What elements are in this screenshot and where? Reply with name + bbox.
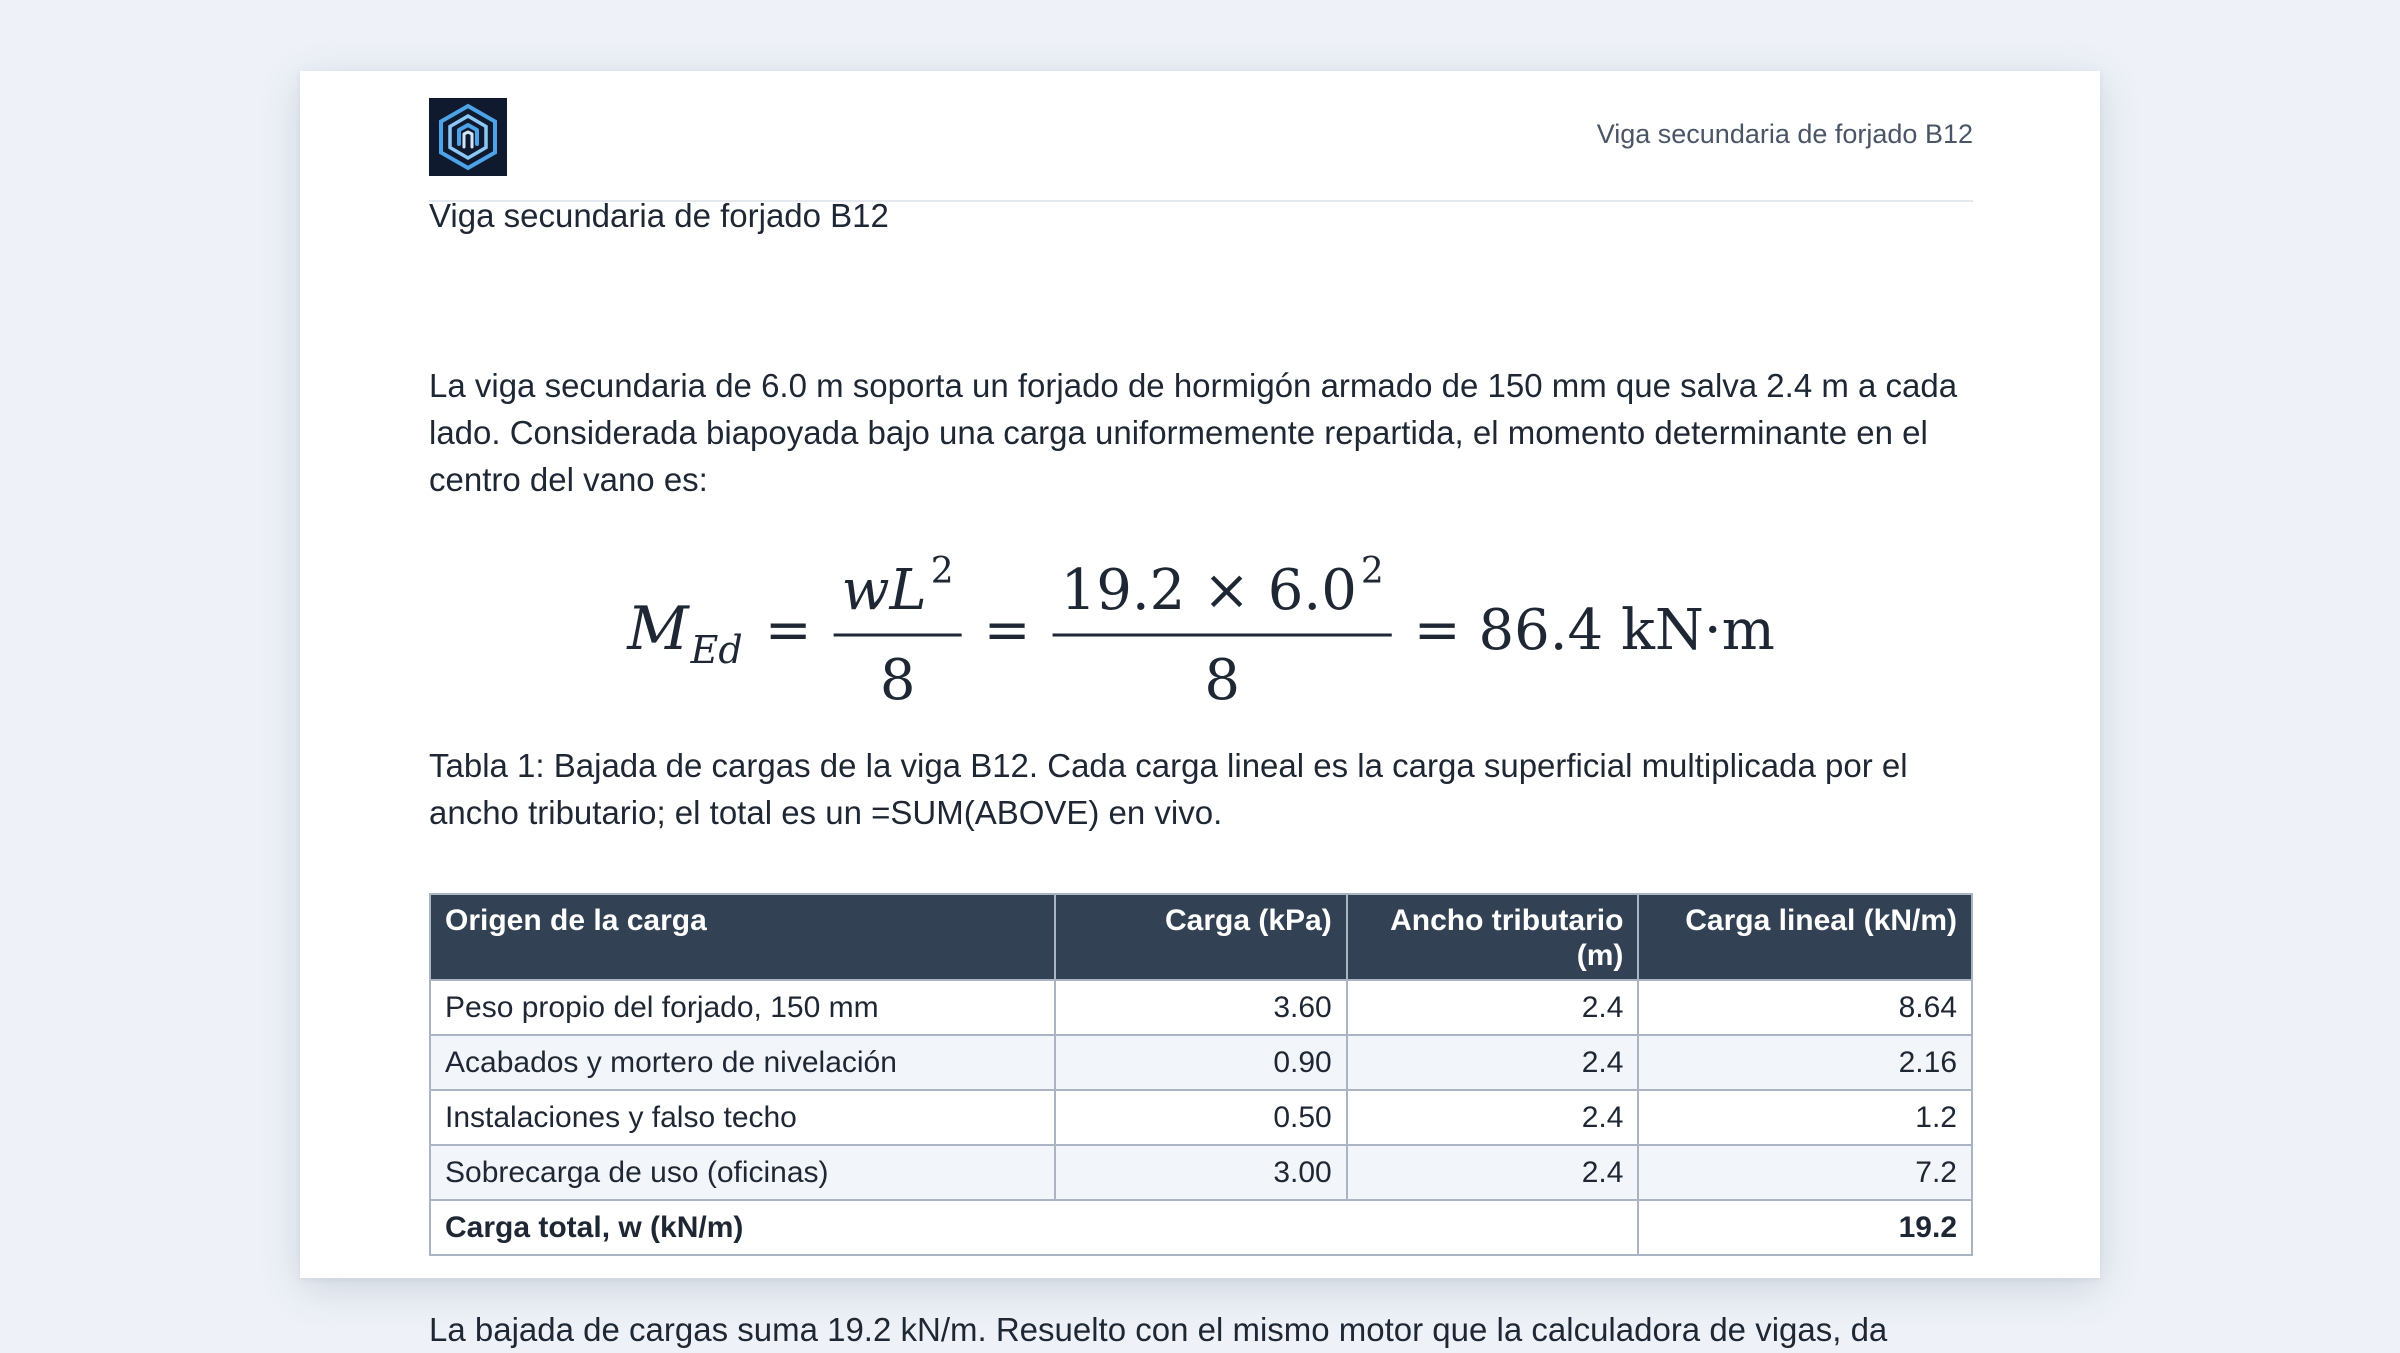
eq-frac1-denominator: 8 <box>879 648 916 713</box>
closing-paragraph: La bajada de cargas suma 19.2 kN/m. Resuelto con el mismo motor que la calculadora de vigas, da <box>429 1311 1888 1348</box>
table-row <box>430 1090 1972 1145</box>
document-page <box>300 71 2100 1348</box>
cell-carga-lineal: 2.16 <box>1638 1035 1972 1090</box>
eq-frac2-denominator: 8 <box>1204 648 1240 713</box>
cell-origen: Instalaciones y falso techo <box>430 1090 1055 1145</box>
cell-carga-lineal: 1.2 <box>1638 1090 1972 1145</box>
eq-equals-1: = <box>764 598 812 663</box>
cell-carga-kpa: 0.90 <box>1055 1035 1347 1090</box>
cell-carga-lineal: 8.64 <box>1638 980 1972 1035</box>
header-carga-lineal: Carga lineal (kN/m) <box>1638 894 1972 980</box>
eq-frac1-numerator: wL <box>841 558 927 623</box>
cell-origen: Peso propio del forjado, 150 mm <box>430 980 1055 1035</box>
table-row <box>430 1035 1972 1090</box>
cell-ancho: 2.4 <box>1347 1090 1639 1145</box>
cell-origen: Acabados y mortero de nivelación <box>430 1035 1055 1090</box>
cell-carga-kpa: 3.00 <box>1055 1145 1347 1200</box>
eq-equals-2: = <box>983 598 1031 663</box>
header-ancho-tributario: Ancho tributario (m) <box>1347 894 1639 980</box>
eq-lhs-subscript: Ed <box>690 628 743 672</box>
cell-carga-kpa: 3.60 <box>1055 980 1347 1035</box>
table-caption: Tabla 1: Bajada de cargas de la viga B12. Cada carga lineal es la carga superficial multiplicada por el ancho tributario; el total es un =SUM(ABOVE) en vivo. <box>429 747 1908 831</box>
cell-carga-kpa: 0.50 <box>1055 1090 1347 1145</box>
total-label: Carga total, w (kN/m) <box>430 1200 1638 1255</box>
eq-frac1-exponent: 2 <box>930 551 954 592</box>
eq-frac2-numerator: 19.2 × 6.0 <box>1060 558 1357 623</box>
eq-result: = 86.4 kN·m <box>1413 598 1775 663</box>
cell-ancho: 2.4 <box>1347 980 1639 1035</box>
table-header-row <box>430 894 1972 980</box>
table-row <box>430 1145 1972 1200</box>
page-header <box>429 71 1973 202</box>
document-title: Viga secundaria de forjado B12 <box>429 197 889 234</box>
cell-ancho: 2.4 <box>1347 1145 1639 1200</box>
table-row <box>430 980 1972 1035</box>
load-table <box>429 893 1973 1256</box>
header-carga-kpa: Carga (kPa) <box>1055 894 1347 980</box>
moment-equation <box>429 549 1973 713</box>
hexagon-logo-icon <box>429 98 507 176</box>
cell-carga-lineal: 7.2 <box>1638 1145 1972 1200</box>
intro-paragraph: La viga secundaria de 6.0 m soporta un forjado de hormigón armado de 150 mm que salva 2.4 m a cada lado. Considerada biapoyada bajo una carga uniformemente repartida, el momento determinante en el centro del vano es: <box>429 367 1958 498</box>
eq-frac2-exponent: 2 <box>1360 551 1384 592</box>
running-header-title: Viga secundaria de forjado B12 <box>1596 119 1973 149</box>
header-origen: Origen de la carga <box>430 894 1055 980</box>
table-total-row <box>430 1200 1972 1255</box>
cell-origen: Sobrecarga de uso (oficinas) <box>430 1145 1055 1200</box>
eq-lhs-symbol: M <box>627 594 689 664</box>
page-content <box>429 71 1973 1348</box>
total-value: 19.2 <box>1638 1200 1972 1255</box>
cell-ancho: 2.4 <box>1347 1035 1639 1090</box>
